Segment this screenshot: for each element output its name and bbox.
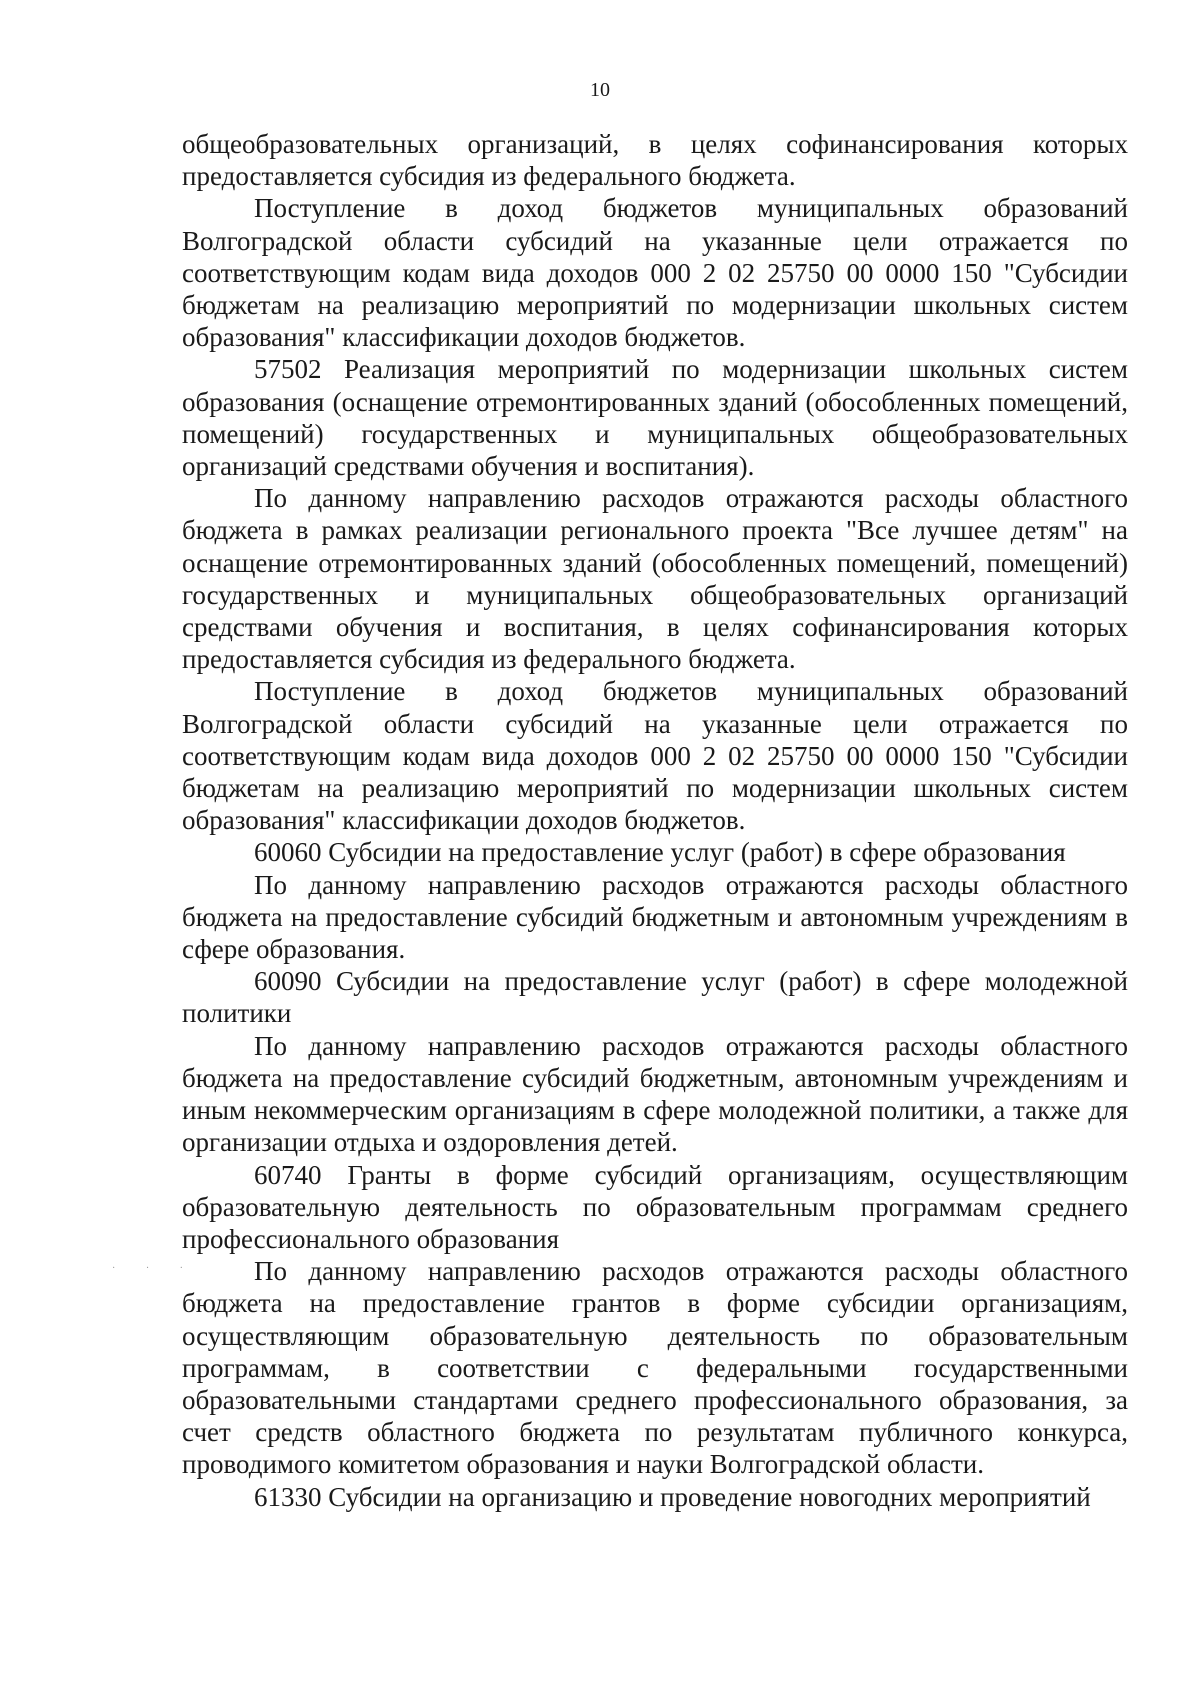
paragraph-continuation: общеобразовательных организаций, в целях софинансирования которых предоставляется субсидия из федерального бюджета. <box>182 129 1128 192</box>
document-body <box>182 128 1128 1513</box>
paragraph-expense-direction: По данному направлению расходов отражаются расходы областного бюджета в рамках реализации регионального проекта "Все лучшее детям" на оснащение отремонтированных зданий (обособленных помещений, помещений) государственных и муниципальных общеобразовательных организаций средствами обучения и воспитания, в целях софинансирования которых предоставляется субсидия из федерального бюджета. <box>182 483 1128 675</box>
paragraph-expense-direction: По данному направлению расходов отражаются расходы областного бюджета на предоставление субсидий бюджетным, автономным учреждениям и иным некоммерческим организациям в сфере молодежной политики, а также для организации отдыха и оздоровления детей. <box>182 1030 1128 1158</box>
paragraph-code-60060: 60060 Субсидии на предоставление услуг (работ) в сфере образования <box>254 837 1066 868</box>
paragraph-expense-direction: По данному направлению расходов отражаются расходы областного бюджета на предоставление грантов в форме субсидии организациям, осуществляющим образовательную деятельность по образовательным программам, в соответствии с федеральными государственными образовательными стандартами среднего профессионального образования, за счет средств областного бюджета по результатам публичного конкурса, проводимого комитетом образования и науки Волгоградской области. <box>182 1256 1128 1480</box>
paragraph-code-60090: 60090 Субсидии на предоставление услуг (работ) в сфере молодежной политики <box>182 966 1128 1029</box>
paragraph-expense-direction: По данному направлению расходов отражаются расходы областного бюджета на предоставление субсидий бюджетным и автономным учреждениям в сфере образования. <box>182 869 1128 965</box>
paragraph-revenue-receipt: Поступление в доход бюджетов муниципальных образований Волгоградской области субсидий на указанные цели отражается по соответствующим кодам вида доходов 000 2 02 25750 00 0000 150 "Субсидии бюджетам на реализацию мероприятий по модернизации школьных систем образования" классификации доходов бюджетов. <box>182 193 1128 353</box>
paragraph-code-61330: 61330 Субсидии на организацию и проведение новогодних мероприятий <box>254 1481 1091 1512</box>
scan-artifact-dots: · · · <box>112 1263 197 1274</box>
paragraph-code-60740: 60740 Гранты в форме субсидий организациям, осуществляющим образовательную деятельность по образовательным программам среднего профессионального образования <box>182 1159 1128 1254</box>
paragraph-revenue-receipt: Поступление в доход бюджетов муниципальных образований Волгоградской области субсидий на указанные цели отражается по соответствующим кодам вида доходов 000 2 02 25750 00 0000 150 "Субсидии бюджетам на реализацию мероприятий по модернизации школьных систем образования" классификации доходов бюджетов. <box>182 676 1128 836</box>
paragraph-code-57502: 57502 Реализация мероприятий по модернизации школьных систем образования (оснащение отремонтированных зданий (обособленных помещений, помещений) государственных и муниципальных общеобразовательных организаций средствами обучения и воспитания). <box>182 354 1128 482</box>
page-number: 10 <box>590 79 610 101</box>
